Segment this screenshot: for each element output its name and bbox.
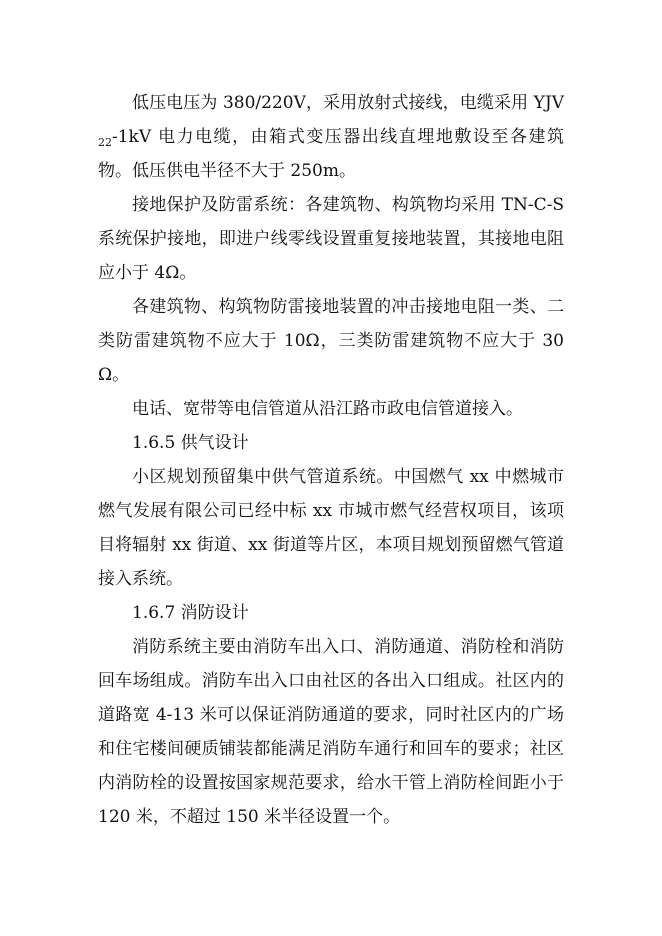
paragraph-grounding: 接地保护及防雷系统：各建筑物、构筑物均采用 TN-C-S 系统保护接地，即进户线零线设置重复接地装置，其接地电阻应小于 4Ω。 [98,195,564,283]
paragraph-gas: 小区规划预留集中供气管道系统。中国燃气 xx 中燃城市燃气发展有限公司已经中标 xx 市城市燃气经营权项目，该项目将辐射 xx 街道、xx 街道等片区，本项目规划预留燃气管道接入系统。 [98,467,564,589]
document-body [98,86,564,834]
paragraph-telecom: 电话、宽带等电信管道从沿江路市政电信管道接入。 [132,399,523,419]
heading-fire-protection: 1.6.7 消防设计 [132,603,249,623]
heading-gas-supply: 1.6.5 供气设计 [132,433,249,453]
paragraph-lightning: 各建筑物、构筑物防雷接地装置的冲击接地电阻一类、二类防雷建筑物不应大于 10Ω，三类防雷建筑物不应大于 30Ω。 [98,297,564,385]
paragraph-low-voltage [98,86,564,188]
paragraph-low-voltage-text-b: -1kV 电力电缆，由箱式变压器出线直埋地敷设至各建筑物。低压供电半径不大于 250m。 [98,127,564,181]
paragraph-fire: 消防系统主要由消防车出入口、消防通道、消防栓和消防回车场组成。消防车出入口由社区的各出入口组成。社区内的道路宽 4-13 米可以保证消防通道的要求，同时社区内的广场和住宅楼间硬质铺装都能满足消防车通行和回车的要求；社区内消防栓的设置按国家规范要求，给水干管上消防栓间距小于 120 米，不超过 150 米半径设置一个。 [98,637,564,827]
cable-subscript: 22 [98,136,112,149]
paragraph-low-voltage-text-a: 低压电压为 380/220V，采用放射式接线，电缆采用 YJV [132,93,564,113]
